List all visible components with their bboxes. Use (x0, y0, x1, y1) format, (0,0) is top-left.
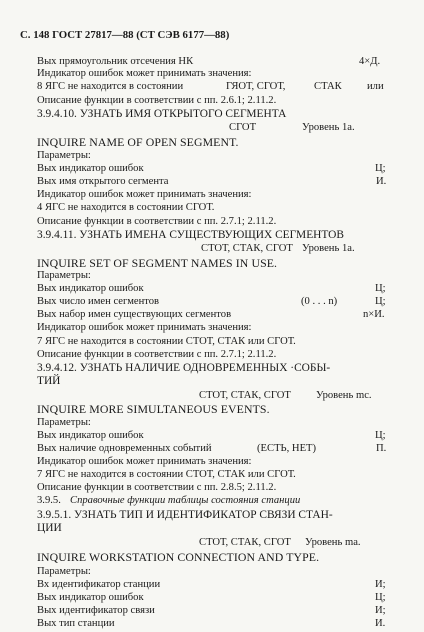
section-title-continued: ЦИИ (37, 522, 62, 534)
line-text: Описание функции в соответствии с пп. 2.7.1; 2.11.2. (37, 216, 277, 227)
subsection-number: 3.9.5. (37, 495, 61, 506)
text-line (0, 321, 424, 335)
text-line (0, 416, 424, 430)
line-text: Вых прямоугольник отсечения НК (37, 56, 194, 67)
text-line (0, 175, 424, 189)
text-line (0, 442, 424, 456)
text-line (0, 578, 424, 592)
line-value: Ц; (375, 283, 386, 294)
text-line (0, 389, 424, 403)
text-line (0, 282, 424, 296)
line-text: Описание функции в соответствии с пп. 2.6.1; 2.11.2. (37, 95, 277, 106)
english-heading (0, 135, 424, 149)
line-text: 7 ЯГС не находится в состоянии СТОТ, СТАК или СГОТ. (37, 336, 296, 347)
line-value: 4×Д. (359, 56, 381, 67)
line-state-list: ГЯОТ, СГОТ, (226, 81, 286, 92)
line-text: Вых индикатор ошибок (37, 283, 144, 294)
text-line (0, 591, 424, 605)
line-text: Вых индикатор ошибок (37, 430, 144, 441)
line-text: Параметры: (37, 270, 91, 281)
line-text: Вых индикатор ошибок (37, 163, 144, 174)
text-line (0, 565, 424, 579)
section-heading (0, 521, 424, 535)
text-line (0, 604, 424, 618)
line-text: 4 ЯГС не находится в состоянии СГОТ. (37, 202, 215, 213)
line-text: Индикатор ошибок может принимать значения: (37, 68, 252, 79)
line-text: Индикатор ошибок может принимать значения: (37, 189, 252, 200)
page-header (0, 28, 424, 42)
text-line (0, 201, 424, 215)
text-line (0, 536, 424, 550)
line-state-list: СТОТ, СТАК, СГОТ (199, 537, 291, 548)
line-text: 7 ЯГС не находится в состоянии СТОТ, СТАК или СГОТ. (37, 469, 296, 480)
line-value: П. (376, 443, 387, 454)
section-title: 3.9.4.10. УЗНАТЬ ИМЯ ОТКРЫТОГО СЕГМЕНТА (37, 108, 287, 120)
text-line (0, 242, 424, 256)
line-value: И. (375, 618, 386, 629)
section-title-continued: ТИЙ (37, 375, 61, 387)
section-title: 3.9.4.12. УЗНАТЬ НАЛИЧИЕ ОДНОВРЕМЕННЫХ ·СОБЫ- (37, 362, 331, 374)
line-text: Вых набор имен существующих сегментов (37, 309, 232, 320)
line-text: Описание функции в соответствии с пп. 2.7.1; 2.11.2. (37, 349, 277, 360)
english-heading (0, 550, 424, 564)
line-value: Ц; (375, 430, 386, 441)
line-text: Вых идентификатор связи (37, 605, 155, 616)
line-value: Ц; (375, 163, 386, 174)
text-line (0, 295, 424, 309)
section-heading (0, 508, 424, 522)
line-text: Индикатор ошибок может принимать значения: (37, 322, 252, 333)
text-line (0, 335, 424, 349)
line-state-list: СТОТ, СТАК, СГОТ (201, 243, 293, 254)
line-value: И. (376, 176, 387, 187)
line-text: Параметры: (37, 417, 91, 428)
subsection-heading (0, 494, 424, 508)
line-value: n×И. (363, 309, 385, 320)
line-level: Уровень ma. (305, 537, 361, 548)
line-state-extra: СТАК (314, 81, 342, 92)
section-heading (0, 228, 424, 242)
line-level: Уровень mc. (316, 390, 372, 401)
section-heading (0, 361, 424, 375)
section-heading (0, 107, 424, 121)
text-line (0, 269, 424, 283)
text-line (0, 80, 424, 94)
english-heading (0, 256, 424, 270)
section-heading (0, 374, 424, 388)
line-text: Вых индикатор ошибок (37, 592, 144, 603)
english-heading (0, 402, 424, 416)
line-text: Вых имя открытого сегмента (37, 176, 169, 187)
english-title: INQUIRE MORE SIMULTANEOUS EVENTS. (37, 402, 270, 416)
line-state-list: СГОТ (229, 122, 257, 133)
text-line (0, 308, 424, 322)
english-title: INQUIRE SET OF SEGMENT NAMES IN USE. (37, 256, 278, 270)
line-value: И; (375, 579, 386, 590)
line-text: Вх идентификатор станции (37, 579, 161, 590)
line-text: Вых число имен сегментов (37, 296, 160, 307)
text-line (0, 348, 424, 362)
line-text: Вых наличие одновременных событий (37, 443, 212, 454)
subsection-title: Справочные функции таблицы состояния станции (70, 495, 301, 506)
line-text: Описание функции в соответствии с пп. 2.8.5; 2.11.2. (37, 482, 277, 493)
text-line (0, 481, 424, 495)
text-line (0, 455, 424, 469)
text-line (0, 121, 424, 135)
line-text: Вых тип станции (37, 618, 115, 629)
line-range: (ЕСТЬ, НЕТ) (257, 443, 317, 454)
text-line (0, 149, 424, 163)
line-text: 8 ЯГС не находится в состоянии (37, 81, 184, 92)
line-value: Ц; (375, 592, 386, 603)
line-value: Ц; (375, 296, 386, 307)
text-line (0, 67, 424, 81)
text-line (0, 188, 424, 202)
text-line (0, 215, 424, 229)
text-line (0, 94, 424, 108)
line-state-list: СТОТ, СТАК, СГОТ (199, 390, 291, 401)
text-line (0, 429, 424, 443)
line-text: Индикатор ошибок может принимать значения: (37, 456, 252, 467)
line-level: Уровень 1а. (302, 122, 355, 133)
page-header-text: С. 148 ГОСТ 27817—88 (СТ СЭВ 6177—88) (20, 29, 230, 41)
line-level: Уровень 1а. (302, 243, 355, 254)
line-range: (0 . . . n) (301, 296, 338, 307)
line-text: Параметры: (37, 566, 91, 577)
section-title: 3.9.5.1. УЗНАТЬ ТИП И ИДЕНТИФИКАТОР СВЯЗИ СТАН- (37, 509, 333, 521)
text-line (0, 468, 424, 482)
english-title: INQUIRE NAME OF OPEN SEGMENT. (37, 135, 239, 149)
line-text: Параметры: (37, 150, 91, 161)
text-line (0, 162, 424, 176)
text-line (0, 617, 424, 631)
line-value: И; (375, 605, 386, 616)
line-value: или (367, 81, 384, 92)
english-title: INQUIRE WORKSTATION CONNECTION AND TYPE. (37, 550, 320, 564)
section-title: 3.9.4.11. УЗНАТЬ ИМЕНА СУЩЕСТВУЮЩИХ СЕГМЕНТОВ (37, 229, 345, 241)
